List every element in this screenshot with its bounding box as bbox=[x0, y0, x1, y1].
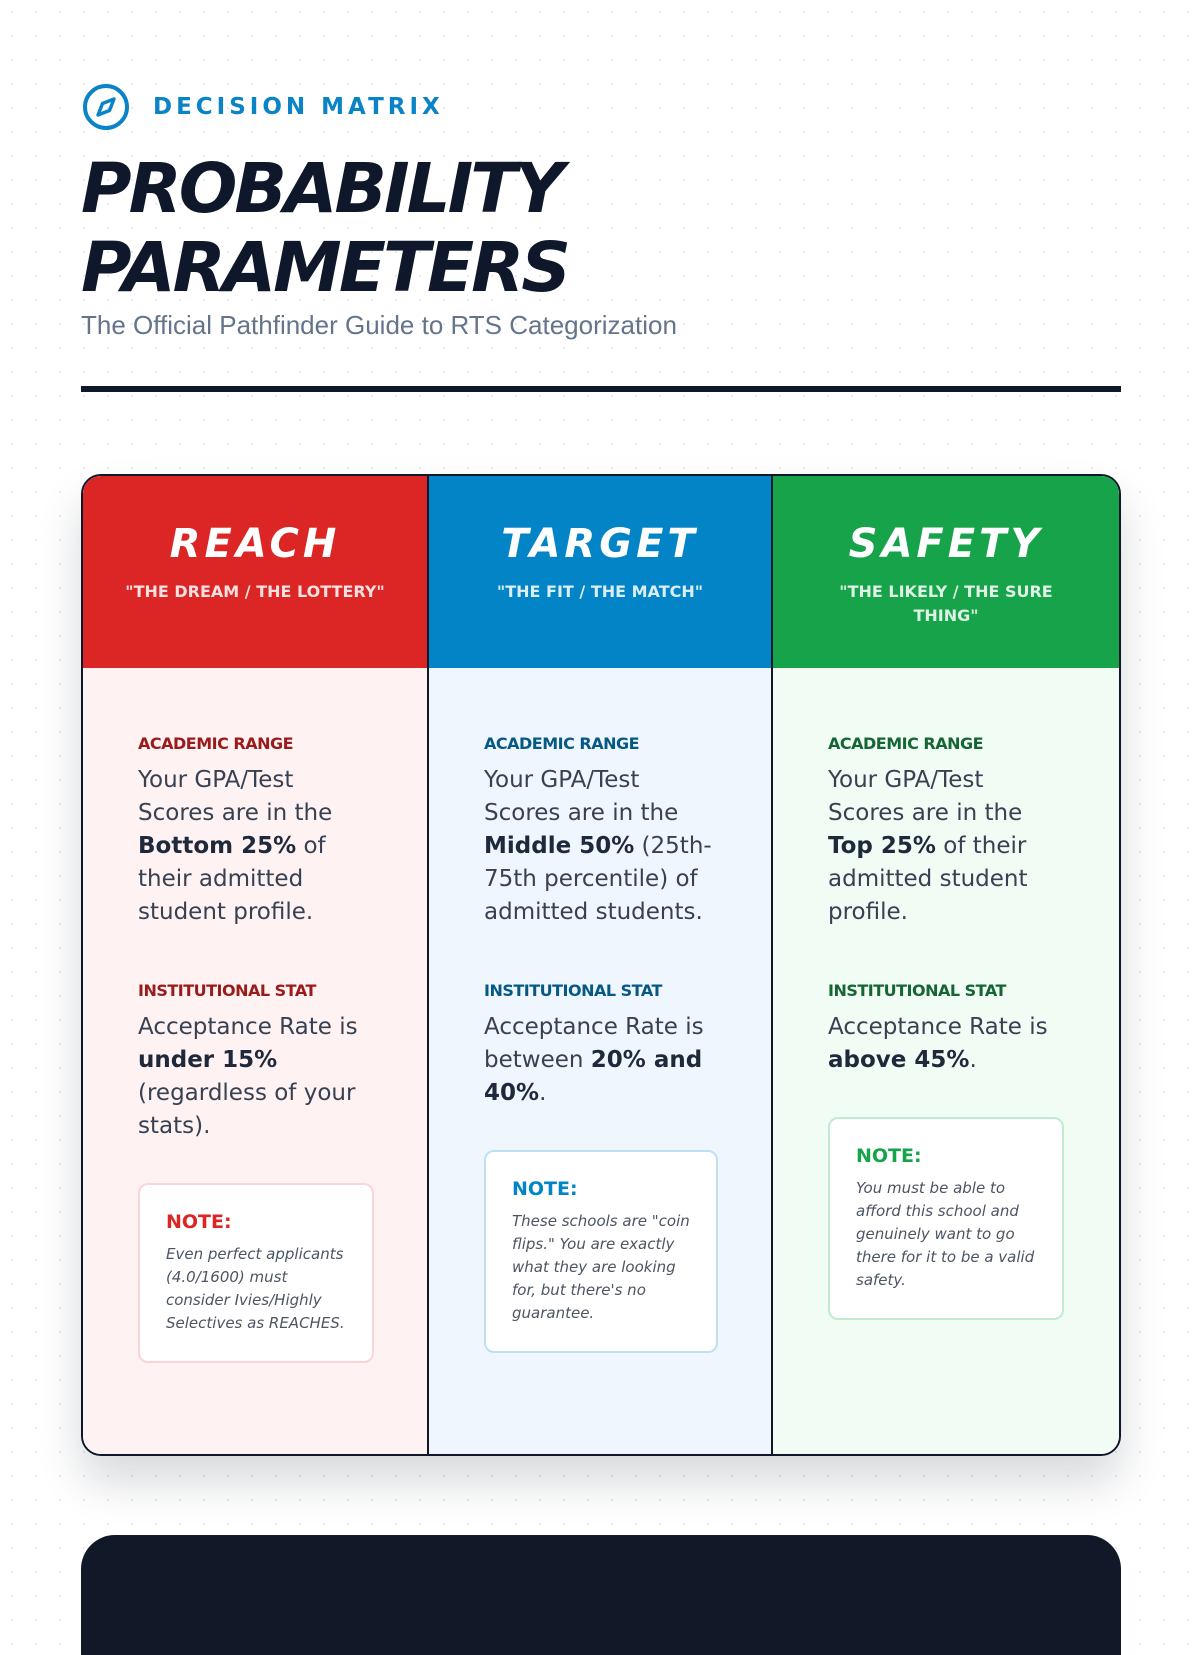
reach-academic-label: ACADEMIC RANGE bbox=[138, 734, 294, 753]
page-title-line-2: PARAMETERS bbox=[81, 228, 568, 308]
reach-body bbox=[83, 668, 427, 1363]
safety-academic-bold: Top 25% bbox=[828, 833, 936, 859]
safety-academic-label: ACADEMIC RANGE bbox=[828, 734, 984, 753]
target-note bbox=[484, 1150, 718, 1353]
safety-stat-bold: above 45% bbox=[828, 1047, 970, 1073]
reach-header bbox=[83, 476, 427, 668]
safety-subtitle: "THE LIKELY / THE SURE THING" bbox=[839, 582, 1053, 625]
target-title: TARGET bbox=[501, 521, 699, 567]
target-stat-post: . bbox=[539, 1080, 547, 1106]
reach-note-title: NOTE: bbox=[166, 1211, 232, 1233]
reach-academic-text bbox=[138, 764, 372, 929]
target-academic-pre: Your GPA/Test Scores are in the bbox=[484, 767, 679, 826]
target-note-text: These schools are "coin flips." You are exactly what they are looking for, but there's no guarantee. bbox=[512, 1212, 690, 1322]
safety-column bbox=[771, 476, 1119, 1454]
target-stat-bold: 20% and 40% bbox=[484, 1047, 703, 1106]
reach-note-text: Even perfect applicants (4.0/1600) must consider Ivies/Highly Selectives as REACHES. bbox=[166, 1245, 345, 1332]
safety-stat-label: INSTITUTIONAL STAT bbox=[828, 981, 1006, 1000]
target-academic-bold: Middle 50% bbox=[484, 833, 635, 859]
reach-stat-text bbox=[138, 1011, 372, 1143]
eyebrow-label: DECISION MATRIX bbox=[153, 94, 444, 120]
safety-academic-pre: Your GPA/Test Scores are in the bbox=[828, 767, 1023, 826]
reach-academic-pre: Your GPA/Test Scores are in the bbox=[138, 767, 333, 826]
page-title-line-1: PROBABILITY bbox=[81, 149, 562, 229]
footer-panel bbox=[81, 1535, 1121, 1655]
target-note-title: NOTE: bbox=[512, 1178, 578, 1200]
safety-title: SAFETY bbox=[848, 521, 1044, 567]
target-column bbox=[427, 476, 771, 1454]
safety-academic-post: of their admitted student profile. bbox=[828, 833, 1028, 925]
compass-icon bbox=[81, 82, 131, 132]
target-stat-pre: Acceptance Rate is between bbox=[484, 1014, 704, 1073]
safety-academic-text bbox=[828, 764, 1064, 929]
safety-note-text: You must be able to afford this school and genuinely want to go there for it to be a valid safety. bbox=[856, 1179, 1035, 1289]
reach-stat-pre: Acceptance Rate is bbox=[138, 1014, 358, 1040]
safety-note bbox=[828, 1117, 1064, 1320]
reach-academic-bold: Bottom 25% bbox=[138, 833, 297, 859]
reach-academic-post: of their admitted student profile. bbox=[138, 833, 326, 925]
target-academic-text bbox=[484, 764, 716, 929]
target-stat-label: INSTITUTIONAL STAT bbox=[484, 981, 662, 1000]
target-subtitle: "THE FIT / THE MATCH" bbox=[496, 582, 704, 601]
reach-column bbox=[83, 476, 427, 1454]
target-header bbox=[429, 476, 771, 668]
reach-title: REACH bbox=[169, 521, 341, 567]
decision-matrix bbox=[81, 474, 1121, 1456]
safety-note-title: NOTE: bbox=[856, 1145, 922, 1167]
reach-subtitle: "THE DREAM / THE LOTTERY" bbox=[125, 582, 385, 601]
safety-body bbox=[773, 668, 1119, 1320]
reach-stat-label: INSTITUTIONAL STAT bbox=[138, 981, 316, 1000]
page-subtitle: The Official Pathfinder Guide to RTS Categorization bbox=[81, 310, 677, 340]
reach-stat-post: (regardless of your stats). bbox=[138, 1080, 356, 1139]
target-academic-post: (25th-75th percentile) of admitted students. bbox=[484, 833, 712, 925]
eyebrow bbox=[81, 82, 444, 132]
safety-header bbox=[773, 476, 1119, 668]
reach-stat-bold: under 15% bbox=[138, 1047, 278, 1073]
reach-note bbox=[138, 1183, 374, 1363]
safety-stat-post: . bbox=[969, 1047, 977, 1073]
target-academic-label: ACADEMIC RANGE bbox=[484, 734, 640, 753]
target-stat-text bbox=[484, 1011, 716, 1110]
target-body bbox=[429, 668, 771, 1353]
page-title bbox=[81, 150, 568, 308]
safety-stat-pre: Acceptance Rate is bbox=[828, 1014, 1048, 1040]
safety-stat-text bbox=[828, 1011, 1064, 1077]
header-divider bbox=[81, 386, 1121, 392]
